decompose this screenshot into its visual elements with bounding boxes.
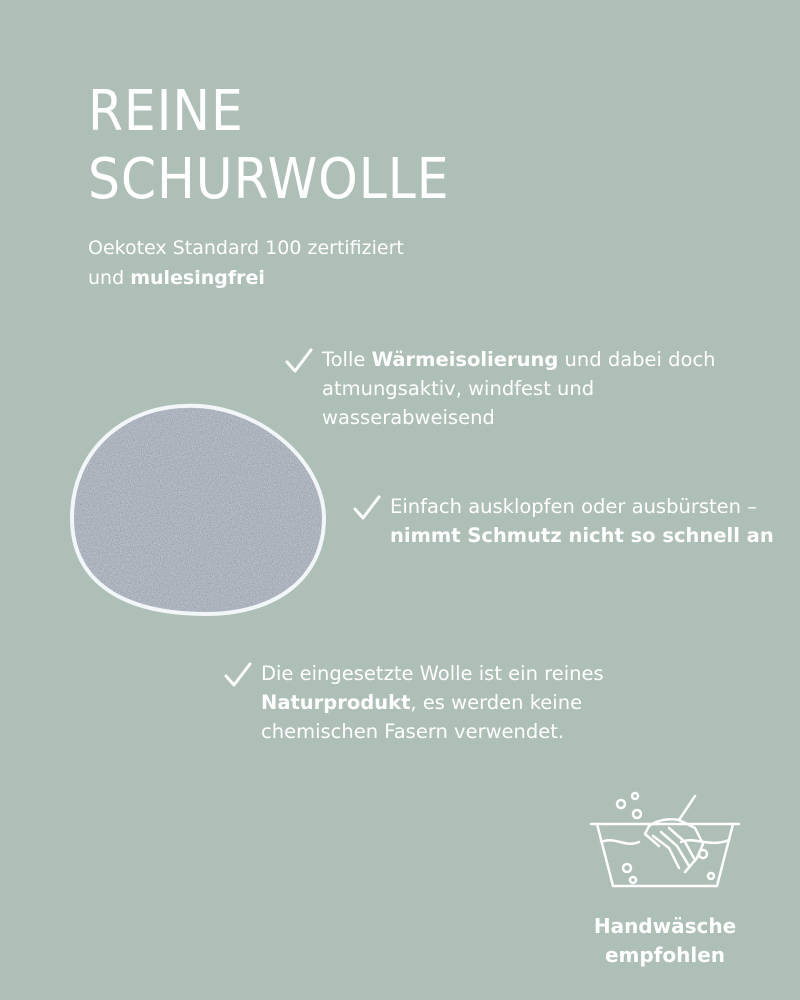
feature-text-bold: Wärmeisolierung <box>371 348 559 371</box>
subtitle-line-2-bold: mulesingfrei <box>130 267 265 289</box>
subtitle-line-1: Oekotex Standard 100 zertifiziert <box>88 237 404 259</box>
care-label-line-1: Handwäsche <box>593 914 737 938</box>
hand-wash-icon <box>585 788 745 888</box>
feature-text-post: , es werden keine chemischen Fasern verwendet. <box>261 691 583 743</box>
title-line-1: REINE <box>88 79 244 144</box>
subtitle <box>88 233 548 293</box>
feature-text-pre: Einfach ausklopfen oder ausbürsten – <box>390 495 757 518</box>
care-label-line-2: empfohlen <box>604 943 726 967</box>
page-title <box>88 78 449 214</box>
care-label <box>565 912 765 970</box>
title-line-2: SCHURWOLLE <box>88 147 450 212</box>
feature-dirt <box>390 492 780 550</box>
feature-text-bold: Naturprodukt <box>261 691 411 714</box>
feature-natural <box>261 659 701 746</box>
feature-warmth <box>322 345 752 432</box>
feature-text-pre: Tolle <box>322 348 372 371</box>
wool-swatch-image <box>66 400 330 620</box>
feature-text-pre: Die eingesetzte Wolle ist ein reines <box>261 662 604 685</box>
check-icon <box>352 494 382 522</box>
feature-text-post: und dabei doch atmungsaktiv, windfest und wasserabweisend <box>322 348 716 429</box>
check-icon <box>284 347 314 375</box>
check-icon <box>223 661 253 689</box>
subtitle-line-2-plain: und <box>88 267 131 289</box>
feature-text-bold: nimmt Schmutz nicht so schnell an <box>390 524 774 547</box>
